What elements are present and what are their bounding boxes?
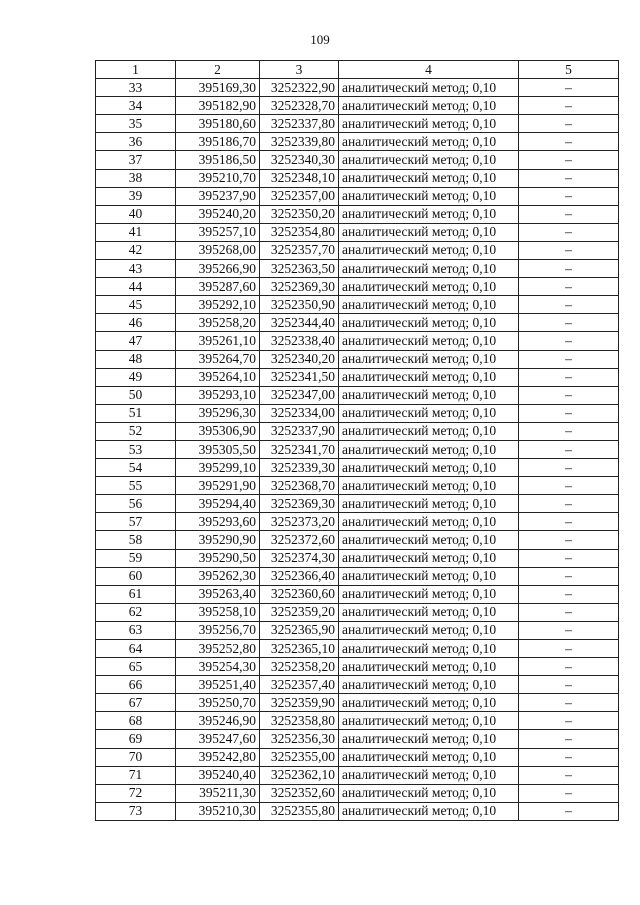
y-coordinate-cell: 3252357,00 — [260, 187, 339, 205]
x-coordinate-cell: 395258,20 — [176, 314, 260, 332]
table-row — [96, 766, 619, 784]
point-number-cell: 35 — [96, 115, 176, 133]
note-cell: – — [519, 730, 619, 748]
x-coordinate-cell: 395261,10 — [176, 332, 260, 350]
table-row — [96, 260, 619, 278]
method-accuracy-cell: аналитический метод; 0,10 — [339, 676, 519, 694]
table-row — [96, 278, 619, 296]
table-row — [96, 169, 619, 187]
method-accuracy-cell: аналитический метод; 0,10 — [339, 802, 519, 820]
note-cell: – — [519, 278, 619, 296]
y-coordinate-cell: 3252341,50 — [260, 368, 339, 386]
point-number-cell: 47 — [96, 332, 176, 350]
table-row — [96, 531, 619, 549]
x-coordinate-cell: 395240,40 — [176, 766, 260, 784]
y-coordinate-cell: 3252341,70 — [260, 440, 339, 458]
method-accuracy-cell: аналитический метод; 0,10 — [339, 712, 519, 730]
y-coordinate-cell: 3252365,90 — [260, 621, 339, 639]
y-coordinate-cell: 3252337,80 — [260, 115, 339, 133]
x-coordinate-cell: 395264,70 — [176, 350, 260, 368]
table-row — [96, 676, 619, 694]
note-cell: – — [519, 97, 619, 115]
note-cell: – — [519, 766, 619, 784]
method-accuracy-cell: аналитический метод; 0,10 — [339, 784, 519, 802]
note-cell: – — [519, 802, 619, 820]
method-accuracy-cell: аналитический метод; 0,10 — [339, 187, 519, 205]
table-row — [96, 422, 619, 440]
table-row — [96, 694, 619, 712]
x-coordinate-cell: 395251,40 — [176, 676, 260, 694]
table-row — [96, 549, 619, 567]
y-coordinate-cell: 3252356,30 — [260, 730, 339, 748]
note-cell: – — [519, 676, 619, 694]
table-row — [96, 640, 619, 658]
method-accuracy-cell: аналитический метод; 0,10 — [339, 169, 519, 187]
note-cell: – — [519, 658, 619, 676]
x-coordinate-cell: 395291,90 — [176, 477, 260, 495]
y-coordinate-cell: 3252340,20 — [260, 350, 339, 368]
point-number-cell: 34 — [96, 97, 176, 115]
table-row — [96, 784, 619, 802]
point-number-cell: 42 — [96, 241, 176, 259]
x-coordinate-cell: 395257,10 — [176, 223, 260, 241]
method-accuracy-cell: аналитический метод; 0,10 — [339, 694, 519, 712]
y-coordinate-cell: 3252360,60 — [260, 585, 339, 603]
x-coordinate-cell: 395305,50 — [176, 440, 260, 458]
point-number-cell: 58 — [96, 531, 176, 549]
point-number-cell: 40 — [96, 205, 176, 223]
y-coordinate-cell: 3252359,20 — [260, 603, 339, 621]
method-accuracy-cell: аналитический метод; 0,10 — [339, 241, 519, 259]
column-header-y: 3 — [260, 61, 339, 79]
method-accuracy-cell: аналитический метод; 0,10 — [339, 459, 519, 477]
table-row — [96, 712, 619, 730]
column-header-note: 5 — [519, 61, 619, 79]
note-cell: – — [519, 640, 619, 658]
method-accuracy-cell: аналитический метод; 0,10 — [339, 730, 519, 748]
y-coordinate-cell: 3252355,80 — [260, 802, 339, 820]
method-accuracy-cell: аналитический метод; 0,10 — [339, 513, 519, 531]
point-number-cell: 73 — [96, 802, 176, 820]
note-cell: – — [519, 784, 619, 802]
x-coordinate-cell: 395186,70 — [176, 133, 260, 151]
x-coordinate-cell: 395169,30 — [176, 79, 260, 97]
table-row — [96, 151, 619, 169]
note-cell: – — [519, 694, 619, 712]
method-accuracy-cell: аналитический метод; 0,10 — [339, 531, 519, 549]
note-cell: – — [519, 513, 619, 531]
note-cell: – — [519, 549, 619, 567]
point-number-cell: 39 — [96, 187, 176, 205]
table-row — [96, 241, 619, 259]
x-coordinate-cell: 395242,80 — [176, 748, 260, 766]
method-accuracy-cell: аналитический метод; 0,10 — [339, 621, 519, 639]
x-coordinate-cell: 395237,90 — [176, 187, 260, 205]
y-coordinate-cell: 3252357,70 — [260, 241, 339, 259]
method-accuracy-cell: аналитический метод; 0,10 — [339, 440, 519, 458]
x-coordinate-cell: 395262,30 — [176, 567, 260, 585]
method-accuracy-cell: аналитический метод; 0,10 — [339, 314, 519, 332]
x-coordinate-cell: 395264,10 — [176, 368, 260, 386]
note-cell: – — [519, 332, 619, 350]
method-accuracy-cell: аналитический метод; 0,10 — [339, 296, 519, 314]
note-cell: – — [519, 585, 619, 603]
method-accuracy-cell: аналитический метод; 0,10 — [339, 278, 519, 296]
method-accuracy-cell: аналитический метод; 0,10 — [339, 404, 519, 422]
point-number-cell: 46 — [96, 314, 176, 332]
x-coordinate-cell: 395287,60 — [176, 278, 260, 296]
note-cell: – — [519, 531, 619, 549]
x-coordinate-cell: 395254,30 — [176, 658, 260, 676]
coordinates-table — [95, 60, 619, 821]
y-coordinate-cell: 3252369,30 — [260, 278, 339, 296]
table-row — [96, 332, 619, 350]
y-coordinate-cell: 3252350,90 — [260, 296, 339, 314]
x-coordinate-cell: 395293,10 — [176, 386, 260, 404]
note-cell: – — [519, 79, 619, 97]
note-cell: – — [519, 477, 619, 495]
y-coordinate-cell: 3252357,40 — [260, 676, 339, 694]
table-row — [96, 187, 619, 205]
y-coordinate-cell: 3252352,60 — [260, 784, 339, 802]
method-accuracy-cell: аналитический метод; 0,10 — [339, 477, 519, 495]
method-accuracy-cell: аналитический метод; 0,10 — [339, 766, 519, 784]
y-coordinate-cell: 3252374,30 — [260, 549, 339, 567]
table-row — [96, 205, 619, 223]
table-row — [96, 585, 619, 603]
x-coordinate-cell: 395256,70 — [176, 621, 260, 639]
x-coordinate-cell: 395294,40 — [176, 495, 260, 513]
table-row — [96, 603, 619, 621]
method-accuracy-cell: аналитический метод; 0,10 — [339, 133, 519, 151]
y-coordinate-cell: 3252348,10 — [260, 169, 339, 187]
note-cell: – — [519, 350, 619, 368]
x-coordinate-cell: 395306,90 — [176, 422, 260, 440]
note-cell: – — [519, 187, 619, 205]
table-row — [96, 802, 619, 820]
method-accuracy-cell: аналитический метод; 0,10 — [339, 350, 519, 368]
method-accuracy-cell: аналитический метод; 0,10 — [339, 151, 519, 169]
point-number-cell: 57 — [96, 513, 176, 531]
x-coordinate-cell: 395296,30 — [176, 404, 260, 422]
note-cell: – — [519, 495, 619, 513]
table-row — [96, 79, 619, 97]
table-row — [96, 350, 619, 368]
y-coordinate-cell: 3252354,80 — [260, 223, 339, 241]
point-number-cell: 71 — [96, 766, 176, 784]
note-cell: – — [519, 169, 619, 187]
y-coordinate-cell: 3252366,40 — [260, 567, 339, 585]
point-number-cell: 60 — [96, 567, 176, 585]
y-coordinate-cell: 3252369,30 — [260, 495, 339, 513]
table-row — [96, 133, 619, 151]
point-number-cell: 52 — [96, 422, 176, 440]
note-cell: – — [519, 459, 619, 477]
note-cell: – — [519, 404, 619, 422]
note-cell: – — [519, 567, 619, 585]
y-coordinate-cell: 3252337,90 — [260, 422, 339, 440]
table-row — [96, 440, 619, 458]
point-number-cell: 53 — [96, 440, 176, 458]
x-coordinate-cell: 395250,70 — [176, 694, 260, 712]
note-cell: – — [519, 386, 619, 404]
table-row — [96, 115, 619, 133]
y-coordinate-cell: 3252373,20 — [260, 513, 339, 531]
point-number-cell: 66 — [96, 676, 176, 694]
x-coordinate-cell: 395293,60 — [176, 513, 260, 531]
point-number-cell: 55 — [96, 477, 176, 495]
y-coordinate-cell: 3252334,00 — [260, 404, 339, 422]
x-coordinate-cell: 395258,10 — [176, 603, 260, 621]
point-number-cell: 69 — [96, 730, 176, 748]
x-coordinate-cell: 395263,40 — [176, 585, 260, 603]
point-number-cell: 41 — [96, 223, 176, 241]
page-number: 109 — [310, 32, 330, 47]
point-number-cell: 65 — [96, 658, 176, 676]
column-header-method: 4 — [339, 61, 519, 79]
method-accuracy-cell: аналитический метод; 0,10 — [339, 386, 519, 404]
point-number-cell: 50 — [96, 386, 176, 404]
x-coordinate-cell: 395246,90 — [176, 712, 260, 730]
note-cell: – — [519, 368, 619, 386]
x-coordinate-cell: 395266,90 — [176, 260, 260, 278]
y-coordinate-cell: 3252338,40 — [260, 332, 339, 350]
y-coordinate-cell: 3252339,80 — [260, 133, 339, 151]
x-coordinate-cell: 395180,60 — [176, 115, 260, 133]
note-cell: – — [519, 260, 619, 278]
point-number-cell: 38 — [96, 169, 176, 187]
point-number-cell: 62 — [96, 603, 176, 621]
method-accuracy-cell: аналитический метод; 0,10 — [339, 260, 519, 278]
y-coordinate-cell: 3252358,80 — [260, 712, 339, 730]
y-coordinate-cell: 3252340,30 — [260, 151, 339, 169]
x-coordinate-cell: 395182,90 — [176, 97, 260, 115]
table-row — [96, 386, 619, 404]
method-accuracy-cell: аналитический метод; 0,10 — [339, 97, 519, 115]
y-coordinate-cell: 3252358,20 — [260, 658, 339, 676]
point-number-cell: 44 — [96, 278, 176, 296]
table-row — [96, 513, 619, 531]
column-header-number: 1 — [96, 61, 176, 79]
x-coordinate-cell: 395211,30 — [176, 784, 260, 802]
point-number-cell: 68 — [96, 712, 176, 730]
column-header-x: 2 — [176, 61, 260, 79]
point-number-cell: 63 — [96, 621, 176, 639]
table-row — [96, 368, 619, 386]
y-coordinate-cell: 3252359,90 — [260, 694, 339, 712]
x-coordinate-cell: 395290,90 — [176, 531, 260, 549]
method-accuracy-cell: аналитический метод; 0,10 — [339, 567, 519, 585]
point-number-cell: 64 — [96, 640, 176, 658]
table-body — [96, 79, 619, 821]
point-number-cell: 33 — [96, 79, 176, 97]
y-coordinate-cell: 3252363,50 — [260, 260, 339, 278]
x-coordinate-cell: 395210,70 — [176, 169, 260, 187]
table-row — [96, 730, 619, 748]
table-row — [96, 567, 619, 585]
table-row — [96, 404, 619, 422]
table-row — [96, 495, 619, 513]
point-number-cell: 54 — [96, 459, 176, 477]
note-cell: – — [519, 241, 619, 259]
method-accuracy-cell: аналитический метод; 0,10 — [339, 223, 519, 241]
point-number-cell: 51 — [96, 404, 176, 422]
method-accuracy-cell: аналитический метод; 0,10 — [339, 603, 519, 621]
x-coordinate-cell: 395186,50 — [176, 151, 260, 169]
method-accuracy-cell: аналитический метод; 0,10 — [339, 332, 519, 350]
method-accuracy-cell: аналитический метод; 0,10 — [339, 495, 519, 513]
table-row — [96, 658, 619, 676]
point-number-cell: 56 — [96, 495, 176, 513]
y-coordinate-cell: 3252347,00 — [260, 386, 339, 404]
point-number-cell: 59 — [96, 549, 176, 567]
note-cell: – — [519, 314, 619, 332]
table-row — [96, 477, 619, 495]
method-accuracy-cell: аналитический метод; 0,10 — [339, 368, 519, 386]
y-coordinate-cell: 3252365,10 — [260, 640, 339, 658]
method-accuracy-cell: аналитический метод; 0,10 — [339, 115, 519, 133]
table-row — [96, 314, 619, 332]
note-cell: – — [519, 151, 619, 169]
method-accuracy-cell: аналитический метод; 0,10 — [339, 422, 519, 440]
table-row — [96, 748, 619, 766]
x-coordinate-cell: 395240,20 — [176, 205, 260, 223]
note-cell: – — [519, 603, 619, 621]
y-coordinate-cell: 3252350,20 — [260, 205, 339, 223]
point-number-cell: 43 — [96, 260, 176, 278]
x-coordinate-cell: 395290,50 — [176, 549, 260, 567]
note-cell: – — [519, 205, 619, 223]
note-cell: – — [519, 223, 619, 241]
table-row — [96, 621, 619, 639]
x-coordinate-cell: 395299,10 — [176, 459, 260, 477]
point-number-cell: 67 — [96, 694, 176, 712]
note-cell: – — [519, 115, 619, 133]
table-row — [96, 459, 619, 477]
y-coordinate-cell: 3252372,60 — [260, 531, 339, 549]
table-row — [96, 223, 619, 241]
x-coordinate-cell: 395252,80 — [176, 640, 260, 658]
method-accuracy-cell: аналитический метод; 0,10 — [339, 640, 519, 658]
point-number-cell: 36 — [96, 133, 176, 151]
note-cell: – — [519, 133, 619, 151]
table-row — [96, 97, 619, 115]
note-cell: – — [519, 621, 619, 639]
point-number-cell: 45 — [96, 296, 176, 314]
point-number-cell: 72 — [96, 784, 176, 802]
point-number-cell: 49 — [96, 368, 176, 386]
x-coordinate-cell: 395210,30 — [176, 802, 260, 820]
y-coordinate-cell: 3252344,40 — [260, 314, 339, 332]
point-number-cell: 61 — [96, 585, 176, 603]
y-coordinate-cell: 3252355,00 — [260, 748, 339, 766]
note-cell: – — [519, 422, 619, 440]
x-coordinate-cell: 395268,00 — [176, 241, 260, 259]
x-coordinate-cell: 395247,60 — [176, 730, 260, 748]
note-cell: – — [519, 748, 619, 766]
method-accuracy-cell: аналитический метод; 0,10 — [339, 79, 519, 97]
point-number-cell: 70 — [96, 748, 176, 766]
method-accuracy-cell: аналитический метод; 0,10 — [339, 549, 519, 567]
point-number-cell: 48 — [96, 350, 176, 368]
x-coordinate-cell: 395292,10 — [176, 296, 260, 314]
method-accuracy-cell: аналитический метод; 0,10 — [339, 205, 519, 223]
y-coordinate-cell: 3252322,90 — [260, 79, 339, 97]
method-accuracy-cell: аналитический метод; 0,10 — [339, 658, 519, 676]
point-number-cell: 37 — [96, 151, 176, 169]
y-coordinate-cell: 3252339,30 — [260, 459, 339, 477]
note-cell: – — [519, 440, 619, 458]
table-row — [96, 296, 619, 314]
table-header-row — [96, 61, 619, 79]
y-coordinate-cell: 3252328,70 — [260, 97, 339, 115]
method-accuracy-cell: аналитический метод; 0,10 — [339, 748, 519, 766]
method-accuracy-cell: аналитический метод; 0,10 — [339, 585, 519, 603]
note-cell: – — [519, 712, 619, 730]
y-coordinate-cell: 3252362,10 — [260, 766, 339, 784]
note-cell: – — [519, 296, 619, 314]
y-coordinate-cell: 3252368,70 — [260, 477, 339, 495]
